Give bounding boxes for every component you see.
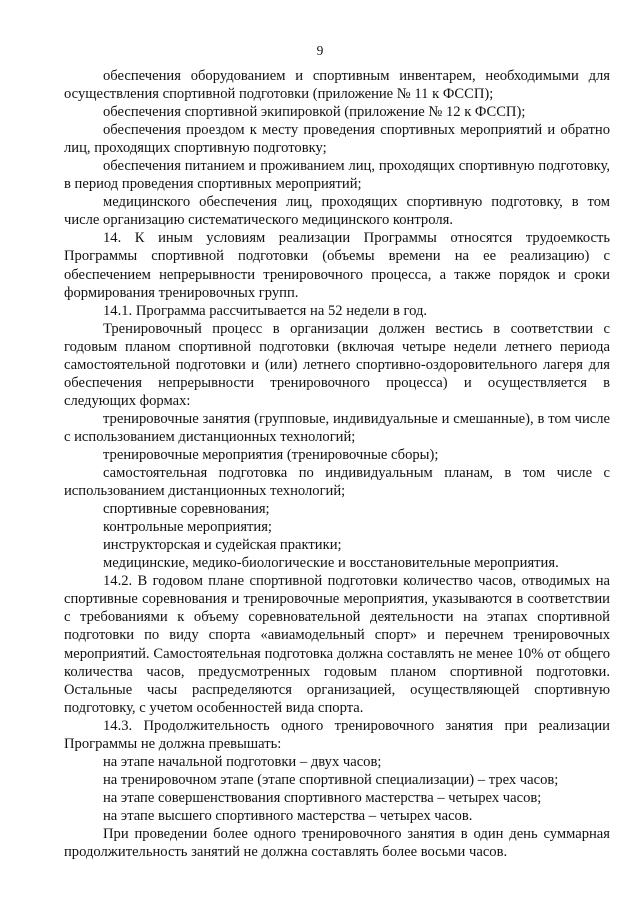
- paragraph: медицинские, медико-биологические и восстановительные мероприятия.: [103, 555, 559, 572]
- paragraph: на этапе совершенствования спортивного мастерства – четырех часов;: [103, 789, 542, 806]
- paragraph: самостоятельная подготовка по индивидуальным планам, в том числе с использованием дистанционных технологий;: [64, 465, 610, 500]
- paragraph: обеспечения оборудованием и спортивным инвентарем, необходимыми для осуществления спортивной подготовки (приложение № 11 к ФССП);: [64, 68, 610, 103]
- paragraph: тренировочные занятия (групповые, индивидуальные и смешанные), в том числе с использованием дистанционных технологий;: [64, 410, 610, 445]
- paragraph: 14.2. В годовом плане спортивной подготовки количество часов, отводимых на спортивные соревнования и тренировочные мероприятия, указываются в соответствии с требованиями к объему соревновательной деятельности на этапах спортивной подготовки по виду спорта «авиамодельный спорт» и перечнем тренировочных мероприятий. Самостоятельная подготовка должна составлять не менее 10% от общего количества часов, предусмотренных годовым планом спортивной подготовки. Остальные часы распределяются организацией, осуществляющей спортивную подготовку, с учетом особенностей вида спорта.: [64, 573, 610, 716]
- page-number: 9: [316, 43, 324, 58]
- paragraph: на этапе высшего спортивного мастерства – четырех часов.: [103, 807, 473, 824]
- paragraph: 14.3. Продолжительность одного тренировочного занятия при реализации Программы не должна превышать:: [64, 717, 610, 752]
- paragraph: Тренировочный процесс в организации должен вестись в соответствии с годовым планом спортивной подготовки (включая четыре недели летнего периода самостоятельной подготовки и (или) летнего спортивно-оздоровительного лагеря для обеспечения непрерывности тренировочного процесса) и осуществляется в следующих формах:: [64, 320, 610, 409]
- paragraph: медицинского обеспечения лиц, проходящих спортивную подготовку, в том числе организацию систематического медицинского контроля.: [64, 194, 610, 229]
- paragraph: контрольные мероприятия;: [103, 519, 272, 536]
- paragraph: При проведении более одного тренировочного занятия в один день суммарная продолжительность занятий не должна составлять более восьми часов.: [64, 825, 610, 861]
- paragraph: тренировочные мероприятия (тренировочные сборы);: [103, 446, 439, 463]
- paragraph: на этапе начальной подготовки – двух часов;: [103, 753, 382, 770]
- body-text: [64, 67, 610, 861]
- paragraph: 14.1. Программа рассчитывается на 52 недели в год.: [103, 302, 428, 319]
- paragraph: обеспечения питанием и проживанием лиц, проходящих спортивную подготовку, в период проведения спортивных мероприятий;: [64, 158, 610, 193]
- paragraph: инструкторская и судейская практики;: [103, 537, 342, 554]
- paragraph: обеспечения спортивной экипировкой (приложение № 12 к ФССП);: [103, 104, 526, 121]
- paragraph: на тренировочном этапе (этапе спортивной специализации) – трех часов;: [103, 771, 559, 788]
- paragraph: 14. К иным условиям реализации Программы относятся трудоемкость Программы спортивной подготовки (объемы времени на ее реализацию) с обеспечением непрерывности тренировочного процесса, а также порядок и сроки формирования тренировочных групп.: [64, 230, 610, 301]
- paragraph: спортивные соревнования;: [103, 501, 270, 518]
- paragraph: обеспечения проездом к месту проведения спортивных мероприятий и обратно лиц, проходящих спортивную подготовку;: [64, 122, 610, 157]
